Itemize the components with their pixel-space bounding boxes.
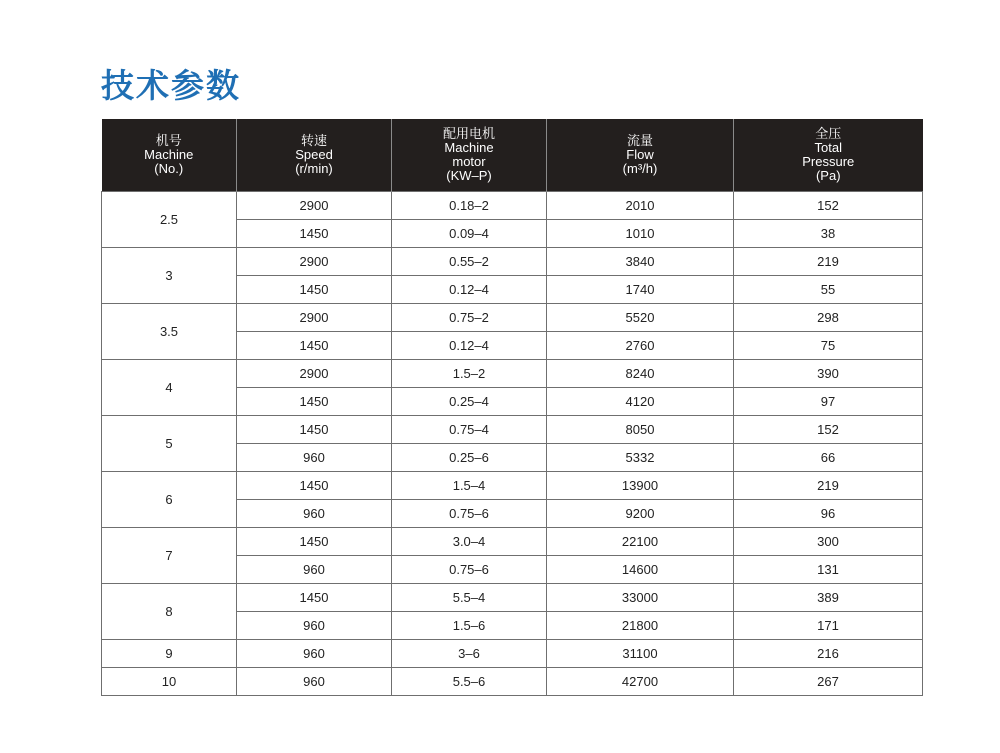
- motor-cell: 0.75–4: [392, 416, 547, 444]
- machine-number-cell: 4: [102, 360, 237, 416]
- speed-cell: 960: [237, 640, 392, 668]
- table-row: [102, 640, 923, 668]
- header-en: Speed: [295, 147, 333, 162]
- table-row: [102, 668, 923, 696]
- motor-cell: 1.5–4: [392, 472, 547, 500]
- pressure-cell: 219: [734, 472, 923, 500]
- pressure-cell: 131: [734, 556, 923, 584]
- pressure-cell: 390: [734, 360, 923, 388]
- machine-number-cell: 3: [102, 248, 237, 304]
- flow-cell: 1010: [547, 220, 734, 248]
- flow-cell: 31100: [547, 640, 734, 668]
- pressure-cell: 152: [734, 416, 923, 444]
- motor-cell: 1.5–6: [392, 612, 547, 640]
- pressure-cell: 216: [734, 640, 923, 668]
- speed-cell: 2900: [237, 304, 392, 332]
- pressure-cell: 219: [734, 248, 923, 276]
- speed-cell: 1450: [237, 584, 392, 612]
- machine-number-cell: 6: [102, 472, 237, 528]
- machine-number-cell: 3.5: [102, 304, 237, 360]
- machine-number-cell: 9: [102, 640, 237, 668]
- machine-number-cell: 8: [102, 584, 237, 640]
- motor-cell: 0.55–2: [392, 248, 547, 276]
- flow-cell: 2760: [547, 332, 734, 360]
- flow-cell: 42700: [547, 668, 734, 696]
- flow-cell: 2010: [547, 192, 734, 220]
- header-en: Total: [814, 140, 842, 155]
- speed-cell: 2900: [237, 360, 392, 388]
- header-en: Flow: [626, 147, 654, 162]
- speed-cell: 1450: [237, 416, 392, 444]
- flow-cell: 22100: [547, 528, 734, 556]
- table-row: [102, 416, 923, 444]
- pressure-cell: 152: [734, 192, 923, 220]
- motor-cell: 0.18–2: [392, 192, 547, 220]
- header-en: Pressure: [802, 154, 855, 169]
- flow-cell: 14600: [547, 556, 734, 584]
- speed-cell: 960: [237, 556, 392, 584]
- pressure-cell: 389: [734, 584, 923, 612]
- flow-cell: 8240: [547, 360, 734, 388]
- pressure-cell: 97: [734, 388, 923, 416]
- header-en: (r/min): [295, 161, 333, 176]
- speed-cell: 960: [237, 444, 392, 472]
- pressure-cell: 38: [734, 220, 923, 248]
- flow-cell: 5332: [547, 444, 734, 472]
- header-row: [102, 119, 923, 192]
- pressure-cell: 267: [734, 668, 923, 696]
- pressure-cell: 171: [734, 612, 923, 640]
- motor-cell: 0.75–6: [392, 500, 547, 528]
- motor-cell: 0.25–6: [392, 444, 547, 472]
- motor-cell: 0.12–4: [392, 332, 547, 360]
- speed-cell: 1450: [237, 276, 392, 304]
- speed-cell: 960: [237, 612, 392, 640]
- motor-cell: 0.75–2: [392, 304, 547, 332]
- spec-table-header: [102, 119, 923, 192]
- motor-cell: 5.5–4: [392, 584, 547, 612]
- table-row: [102, 360, 923, 388]
- flow-cell: 33000: [547, 584, 734, 612]
- machine-number-cell: 7: [102, 528, 237, 584]
- speed-cell: 1450: [237, 332, 392, 360]
- flow-cell: 3840: [547, 248, 734, 276]
- motor-cell: 0.25–4: [392, 388, 547, 416]
- flow-cell: 1740: [547, 276, 734, 304]
- header-machine: [102, 119, 237, 192]
- flow-cell: 4120: [547, 388, 734, 416]
- flow-cell: 5520: [547, 304, 734, 332]
- header-cn: 流量: [626, 133, 653, 148]
- flow-cell: 8050: [547, 416, 734, 444]
- table-row: [102, 472, 923, 500]
- header-motor: [392, 119, 547, 192]
- table-row: [102, 304, 923, 332]
- speed-cell: 2900: [237, 192, 392, 220]
- speed-cell: 1450: [237, 528, 392, 556]
- table-row: [102, 248, 923, 276]
- pressure-cell: 300: [734, 528, 923, 556]
- flow-cell: 13900: [547, 472, 734, 500]
- motor-cell: 0.09–4: [392, 220, 547, 248]
- header-cn: 配用电机: [442, 126, 495, 141]
- header-cn: 全压: [815, 126, 842, 141]
- motor-cell: 3.0–4: [392, 528, 547, 556]
- speed-cell: 2900: [237, 248, 392, 276]
- header-en: (m³/h): [622, 161, 658, 176]
- pressure-cell: 298: [734, 304, 923, 332]
- table-row: [102, 528, 923, 556]
- pressure-cell: 75: [734, 332, 923, 360]
- speed-cell: 960: [237, 500, 392, 528]
- pressure-cell: 96: [734, 500, 923, 528]
- header-en: motor: [452, 154, 486, 169]
- header-en: Machine: [144, 147, 194, 162]
- header-en: (KW–P): [446, 168, 492, 183]
- page-title: 技术参数: [101, 66, 241, 105]
- flow-cell: 9200: [547, 500, 734, 528]
- motor-cell: 3–6: [392, 640, 547, 668]
- table-row: [102, 584, 923, 612]
- spec-table: [101, 119, 923, 696]
- spec-table-body: [102, 192, 923, 696]
- machine-number-cell: 5: [102, 416, 237, 472]
- motor-cell: 5.5–6: [392, 668, 547, 696]
- motor-cell: 0.75–6: [392, 556, 547, 584]
- flow-cell: 21800: [547, 612, 734, 640]
- machine-number-cell: 2.5: [102, 192, 237, 248]
- header-pressure: [734, 119, 923, 192]
- header-cn: 转速: [300, 133, 327, 148]
- speed-cell: 1450: [237, 220, 392, 248]
- speed-cell: 960: [237, 668, 392, 696]
- header-flow: [547, 119, 734, 192]
- pressure-cell: 55: [734, 276, 923, 304]
- header-en: Machine: [444, 140, 494, 155]
- header-speed: [237, 119, 392, 192]
- header-cn: 机号: [155, 133, 182, 148]
- header-en: (Pa): [815, 168, 841, 183]
- header-en: (No.): [154, 161, 184, 176]
- speed-cell: 1450: [237, 388, 392, 416]
- speed-cell: 1450: [237, 472, 392, 500]
- table-row: [102, 192, 923, 220]
- machine-number-cell: 10: [102, 668, 237, 696]
- pressure-cell: 66: [734, 444, 923, 472]
- motor-cell: 1.5–2: [392, 360, 547, 388]
- motor-cell: 0.12–4: [392, 276, 547, 304]
